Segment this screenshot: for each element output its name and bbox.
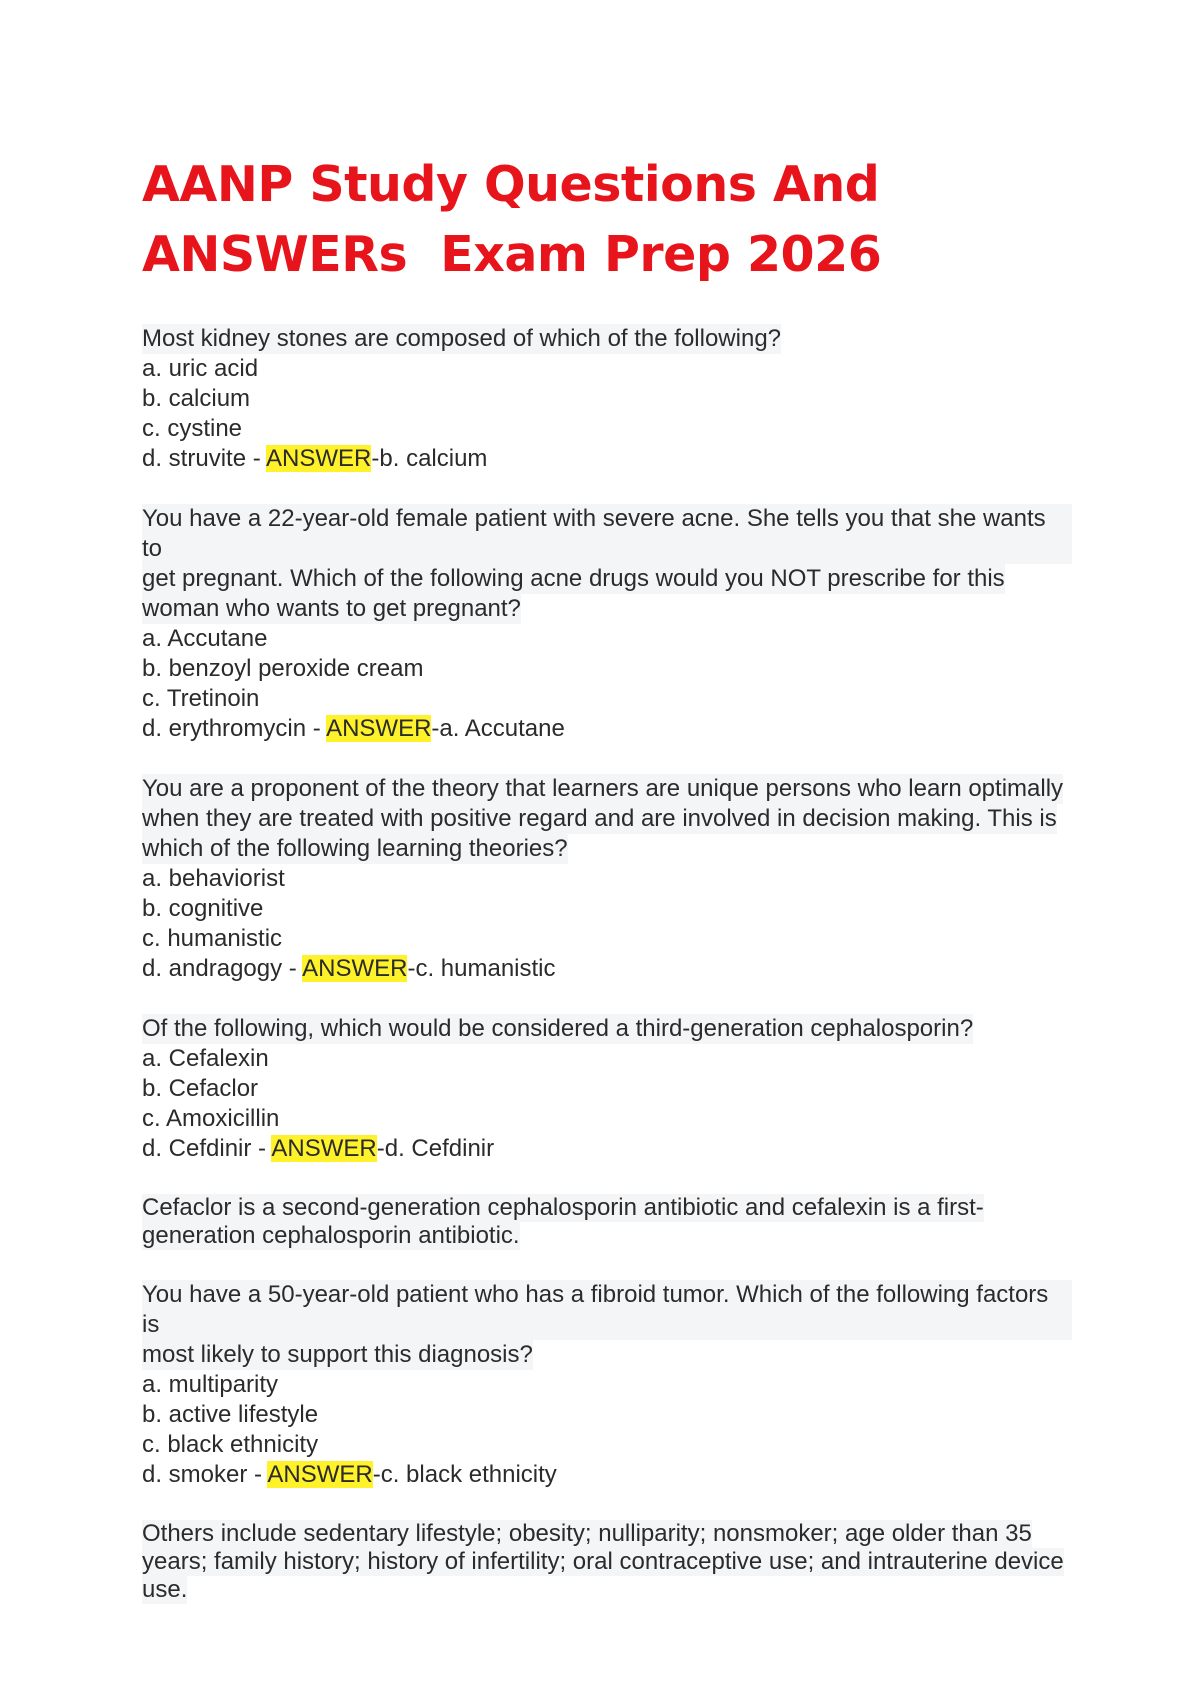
document-page [142,150,1072,1634]
answer-highlight: ANSWER [302,955,408,982]
answer-text: -c. humanistic [407,955,556,982]
option-d-with-answer [142,1460,1072,1490]
option-d: d. struvite - [142,445,267,472]
note-line: Others include sedentary lifestyle; obesity; nulliparity; nonsmoker; age older than 35 [142,1520,1032,1547]
question-text: Most kidney stones are composed of which of the following? [142,325,782,352]
option-d-with-answer [142,444,1072,474]
answer-highlight: ANSWER [266,445,372,472]
answer-text: -c. black ethnicity [372,1461,557,1488]
option-b: b. cognitive [142,895,264,922]
question-block [142,324,1072,474]
note-line: Cefaclor is a second-generation cephalosporin antibiotic and cefalexin is a first- [142,1194,984,1221]
option-d-with-answer [142,954,1072,984]
question-text: most likely to support this diagnosis? [142,1341,533,1368]
option-d: d. Cefdinir - [142,1135,272,1162]
note-line: years; family history; history of infertility; oral contraceptive use; and intrauterine device [142,1548,1064,1575]
option-a: a. Accutane [142,625,268,652]
question-block [142,1280,1072,1490]
qa-list [142,324,1072,1604]
question-text: Of the following, which would be considered a third-generation cephalosporin? [142,1015,974,1042]
option-b: b. benzoyl peroxide cream [142,655,424,682]
question-block [142,1014,1072,1164]
note-line: use. [142,1576,188,1603]
option-d: d. andragogy - [142,955,303,982]
title-line-2: ANSWERs Exam Prep 2026 [142,226,882,283]
document-title [142,150,1072,290]
question-text: woman who wants to get pregnant? [142,595,521,622]
answer-highlight: ANSWER [326,715,432,742]
option-a: a. behaviorist [142,865,285,892]
answer-text: -d. Cefdinir [376,1135,495,1162]
option-b: b. Cefaclor [142,1075,259,1102]
answer-text: -a. Accutane [431,715,565,742]
option-d-with-answer [142,1134,1072,1164]
option-d-with-answer [142,714,1072,744]
question-text: get pregnant. Which of the following acne drugs would you NOT prescribe for this [142,565,1005,592]
option-c: c. humanistic [142,925,283,952]
answer-highlight: ANSWER [271,1135,377,1162]
question-block [142,504,1072,744]
question-text: You are a proponent of the theory that learners are unique persons who learn optimally [142,775,1064,802]
explanation-note [142,1520,1072,1604]
note-line: generation cephalosporin antibiotic. [142,1222,520,1249]
option-d: d. smoker - [142,1461,268,1488]
question-text: You have a 50-year-old patient who has a fibroid tumor. Which of the following factors is [142,1280,1072,1340]
option-c: c. Amoxicillin [142,1105,280,1132]
question-text: You have a 22-year-old female patient with severe acne. She tells you that she wants to [142,504,1072,564]
answer-text: -b. calcium [371,445,488,472]
question-text: when they are treated with positive regard and are involved in decision making. This is [142,805,1057,832]
answer-highlight: ANSWER [267,1461,373,1488]
option-c: c. Tretinoin [142,685,260,712]
option-b: b. active lifestyle [142,1401,319,1428]
question-block [142,774,1072,984]
option-a: a. uric acid [142,355,259,382]
option-a: a. multiparity [142,1371,279,1398]
option-c: c. cystine [142,415,243,442]
option-b: b. calcium [142,385,251,412]
title-line-1: AANP Study Questions And [142,156,880,213]
option-d: d. erythromycin - [142,715,327,742]
explanation-note [142,1194,1072,1250]
option-a: a. Cefalexin [142,1045,269,1072]
option-c: c. black ethnicity [142,1431,319,1458]
question-text: which of the following learning theories? [142,835,568,862]
